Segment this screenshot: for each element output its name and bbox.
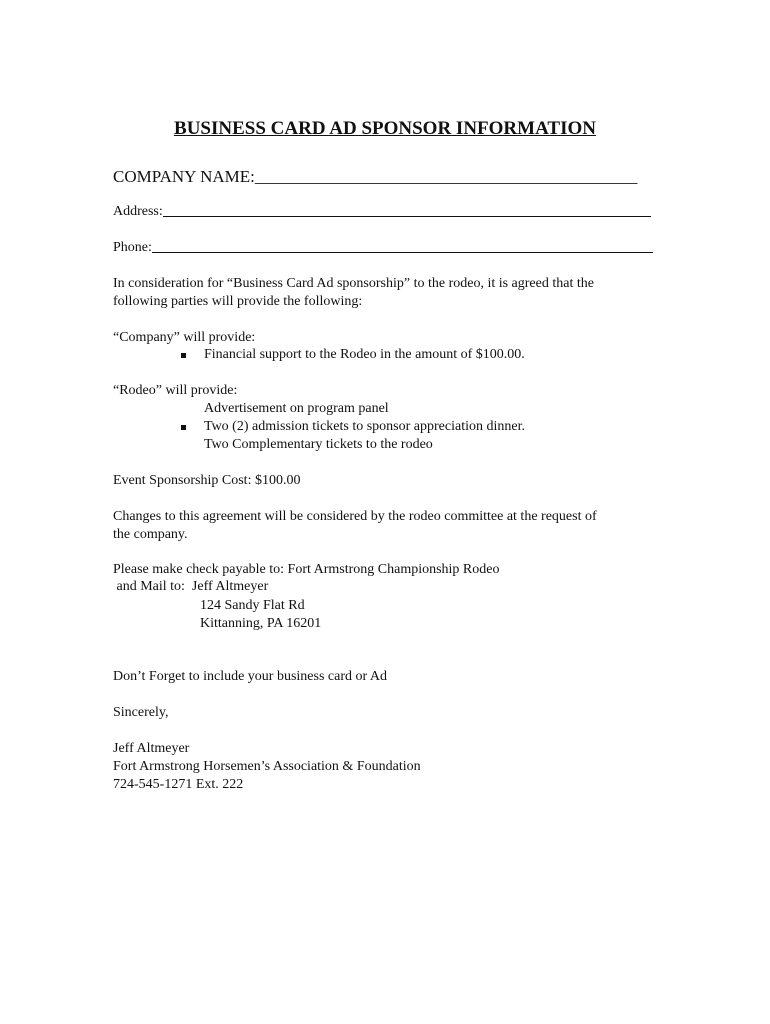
rodeo-provides-item: Advertisement on program panel — [204, 401, 389, 416]
changes-line-2: the company. — [113, 527, 188, 542]
rodeo-provides-item: Two (2) admission tickets to sponsor appreciation dinner. — [204, 419, 525, 434]
address-field[interactable] — [113, 203, 651, 221]
reminder: Don’t Forget to include your business card or Ad — [113, 669, 388, 684]
bullet-icon — [181, 425, 186, 430]
phone-label: Phone: — [113, 240, 152, 255]
list-item — [181, 418, 525, 436]
closing: Sincerely, — [113, 705, 169, 720]
mail-to: and Mail to: Jeff Altmeyer — [113, 579, 269, 594]
rodeo-provides-heading: “Rodeo” will provide: — [113, 383, 238, 398]
payable-to: Please make check payable to: Fort Armstrong Championship Rodeo — [113, 562, 500, 577]
page-title: BUSINESS CARD AD SPONSOR INFORMATION — [174, 118, 596, 139]
signature-name: Jeff Altmeyer — [113, 741, 190, 756]
list-item — [181, 346, 525, 364]
bullet-icon — [181, 353, 186, 358]
company-name-field[interactable]: COMPANY NAME:_____________________________________________ — [113, 167, 638, 186]
phone-field[interactable] — [113, 239, 653, 257]
company-provides-item: Financial support to the Rodeo in the amount of $100.00. — [204, 347, 525, 362]
phone-blank-line — [152, 252, 653, 253]
consideration-line-1: In consideration for “Business Card Ad sponsorship” to the rodeo, it is agreed that the — [113, 276, 594, 291]
address-label: Address: — [113, 204, 163, 219]
mail-address-line-2: Kittanning, PA 16201 — [200, 616, 322, 631]
mail-address-line-1: 124 Sandy Flat Rd — [200, 598, 305, 613]
consideration-line-2: following parties will provide the following: — [113, 294, 363, 309]
signature-phone: 724-545-1271 Ext. 222 — [113, 777, 244, 792]
company-provides-heading: “Company” will provide: — [113, 330, 256, 345]
address-blank-line — [163, 216, 651, 217]
sponsorship-cost: Event Sponsorship Cost: $100.00 — [113, 473, 301, 488]
signature-organization: Fort Armstrong Horsemen’s Association & Foundation — [113, 759, 421, 774]
changes-line-1: Changes to this agreement will be considered by the rodeo committee at the request of — [113, 509, 597, 524]
rodeo-provides-item: Two Complementary tickets to the rodeo — [204, 437, 433, 452]
